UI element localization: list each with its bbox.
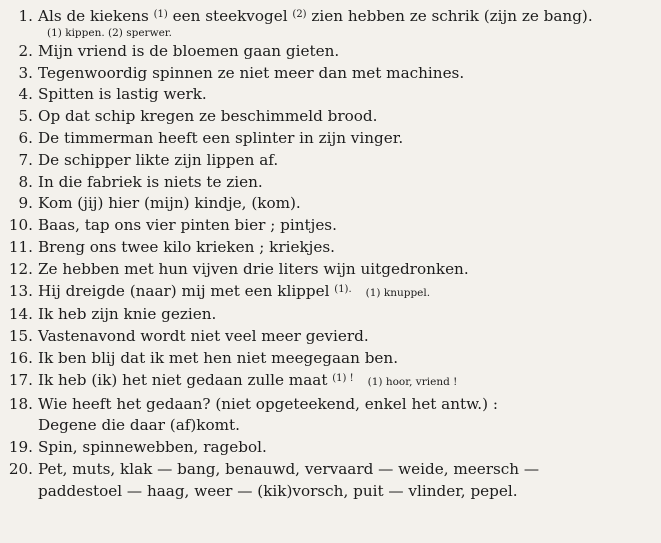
item-number: 11. [8, 237, 33, 256]
item-number: 6. [18, 128, 33, 147]
sentence-9 [0, 193, 661, 215]
item-number: 14. [8, 305, 33, 324]
item-text: Mijn vriend is de bloemen gaan gieten. [38, 41, 340, 60]
item-text: Spitten is lastig werk. [38, 85, 207, 104]
continuation-line: Degene die daar (af)komt. [38, 416, 240, 435]
sentence-19 [0, 437, 661, 459]
item-text: Pet, muts, klak — bang, benauwd, vervaard — weide, meersch — [38, 459, 540, 478]
sentence-13 [0, 281, 661, 305]
item-number: 4. [18, 85, 33, 104]
item-text: Ze hebben met hun vijven drie liters wijn uitgedronken. [38, 259, 469, 278]
sentence-2 [0, 41, 661, 63]
item-text: Ik heb zijn knie gezien. [38, 305, 217, 324]
item-text: Ik heb (ik) het niet gedaan zulle maat $^{(1) !}$ (1) hoor, vriend ! [38, 370, 458, 389]
item-text: Tegenwoordig spinnen ze niet meer dan met machines. [38, 63, 465, 82]
sentence-16 [0, 348, 661, 370]
item-number: 10. [8, 216, 33, 235]
item-text: Kom (jij) hier (mijn) kindje, (kom). [38, 194, 301, 213]
sentence-15 [0, 326, 661, 348]
sentence-4 [0, 84, 661, 106]
sentence-6 [0, 128, 661, 150]
item-number: 15. [8, 327, 33, 346]
sentence-17 [0, 370, 661, 394]
item-text: Vastenavond wordt niet veel meer gevierd. [38, 327, 369, 346]
sentence-20 [0, 459, 661, 481]
item-number: 8. [18, 172, 33, 191]
item-text: De schipper likte zijn lippen af. [38, 150, 279, 169]
item-number: 1. [18, 7, 33, 25]
item-text: Breng ons twee kilo krieken ; kriekjes. [38, 237, 335, 256]
sentence-8 [0, 172, 661, 194]
footnote-1: (1) kippen. (2) sperwer. [47, 26, 172, 39]
item-number: 20. [8, 459, 33, 478]
item-text: Als de kiekens $^{(1)}$ een steekvogel $^{(2)}$ zien hebben ze schrik (zijn ze bang). [38, 7, 593, 25]
item-number: 16. [8, 348, 33, 367]
item-number: 2. [18, 41, 33, 60]
sentence-12 [0, 259, 661, 281]
item-number: 9. [18, 194, 33, 213]
item-number: 5. [18, 107, 33, 126]
item-text: Spin, spinnewebben, ragebol. [38, 438, 267, 457]
item-text: Op dat schip kregen ze beschimmeld brood. [38, 107, 378, 126]
item-text: Hij dreigde (naar) mij met een klippel $^{(1).}$ (1) knuppel. [38, 281, 431, 300]
continuation-line: paddestoel — haag, weer — (kik)vorsch, puit — vlinder, pepel. [38, 481, 518, 500]
item-number: 18. [8, 394, 33, 413]
item-number: 19. [8, 438, 33, 457]
item-text: In die fabriek is niets te zien. [38, 172, 263, 191]
sentence-3 [0, 63, 661, 85]
item-number: 13. [8, 281, 33, 300]
item-text: De timmerman heeft een splinter in zijn vinger. [38, 128, 404, 147]
item-text: Ik ben blij dat ik met hen niet meegegaan ben. [38, 348, 399, 367]
item-text: Wie heeft het gedaan? (niet opgeteekend, enkel het antw.) : [38, 394, 498, 413]
sentence-11 [0, 237, 661, 259]
item-number: 7. [18, 150, 33, 169]
item-number: 12. [8, 259, 33, 278]
inline-footnote: (1) knuppel. [365, 286, 431, 299]
item-number: 17. [8, 370, 33, 389]
item-number: 3. [18, 63, 33, 82]
item-text: Baas, tap ons vier pinten bier ; pintjes. [38, 216, 337, 235]
sentence-10 [0, 215, 661, 237]
sentence-18 [0, 394, 661, 416]
sentence-14 [0, 304, 661, 326]
sentence-5 [0, 106, 661, 128]
sentence-7 [0, 150, 661, 172]
inline-footnote: (1) hoor, vriend ! [367, 375, 458, 388]
